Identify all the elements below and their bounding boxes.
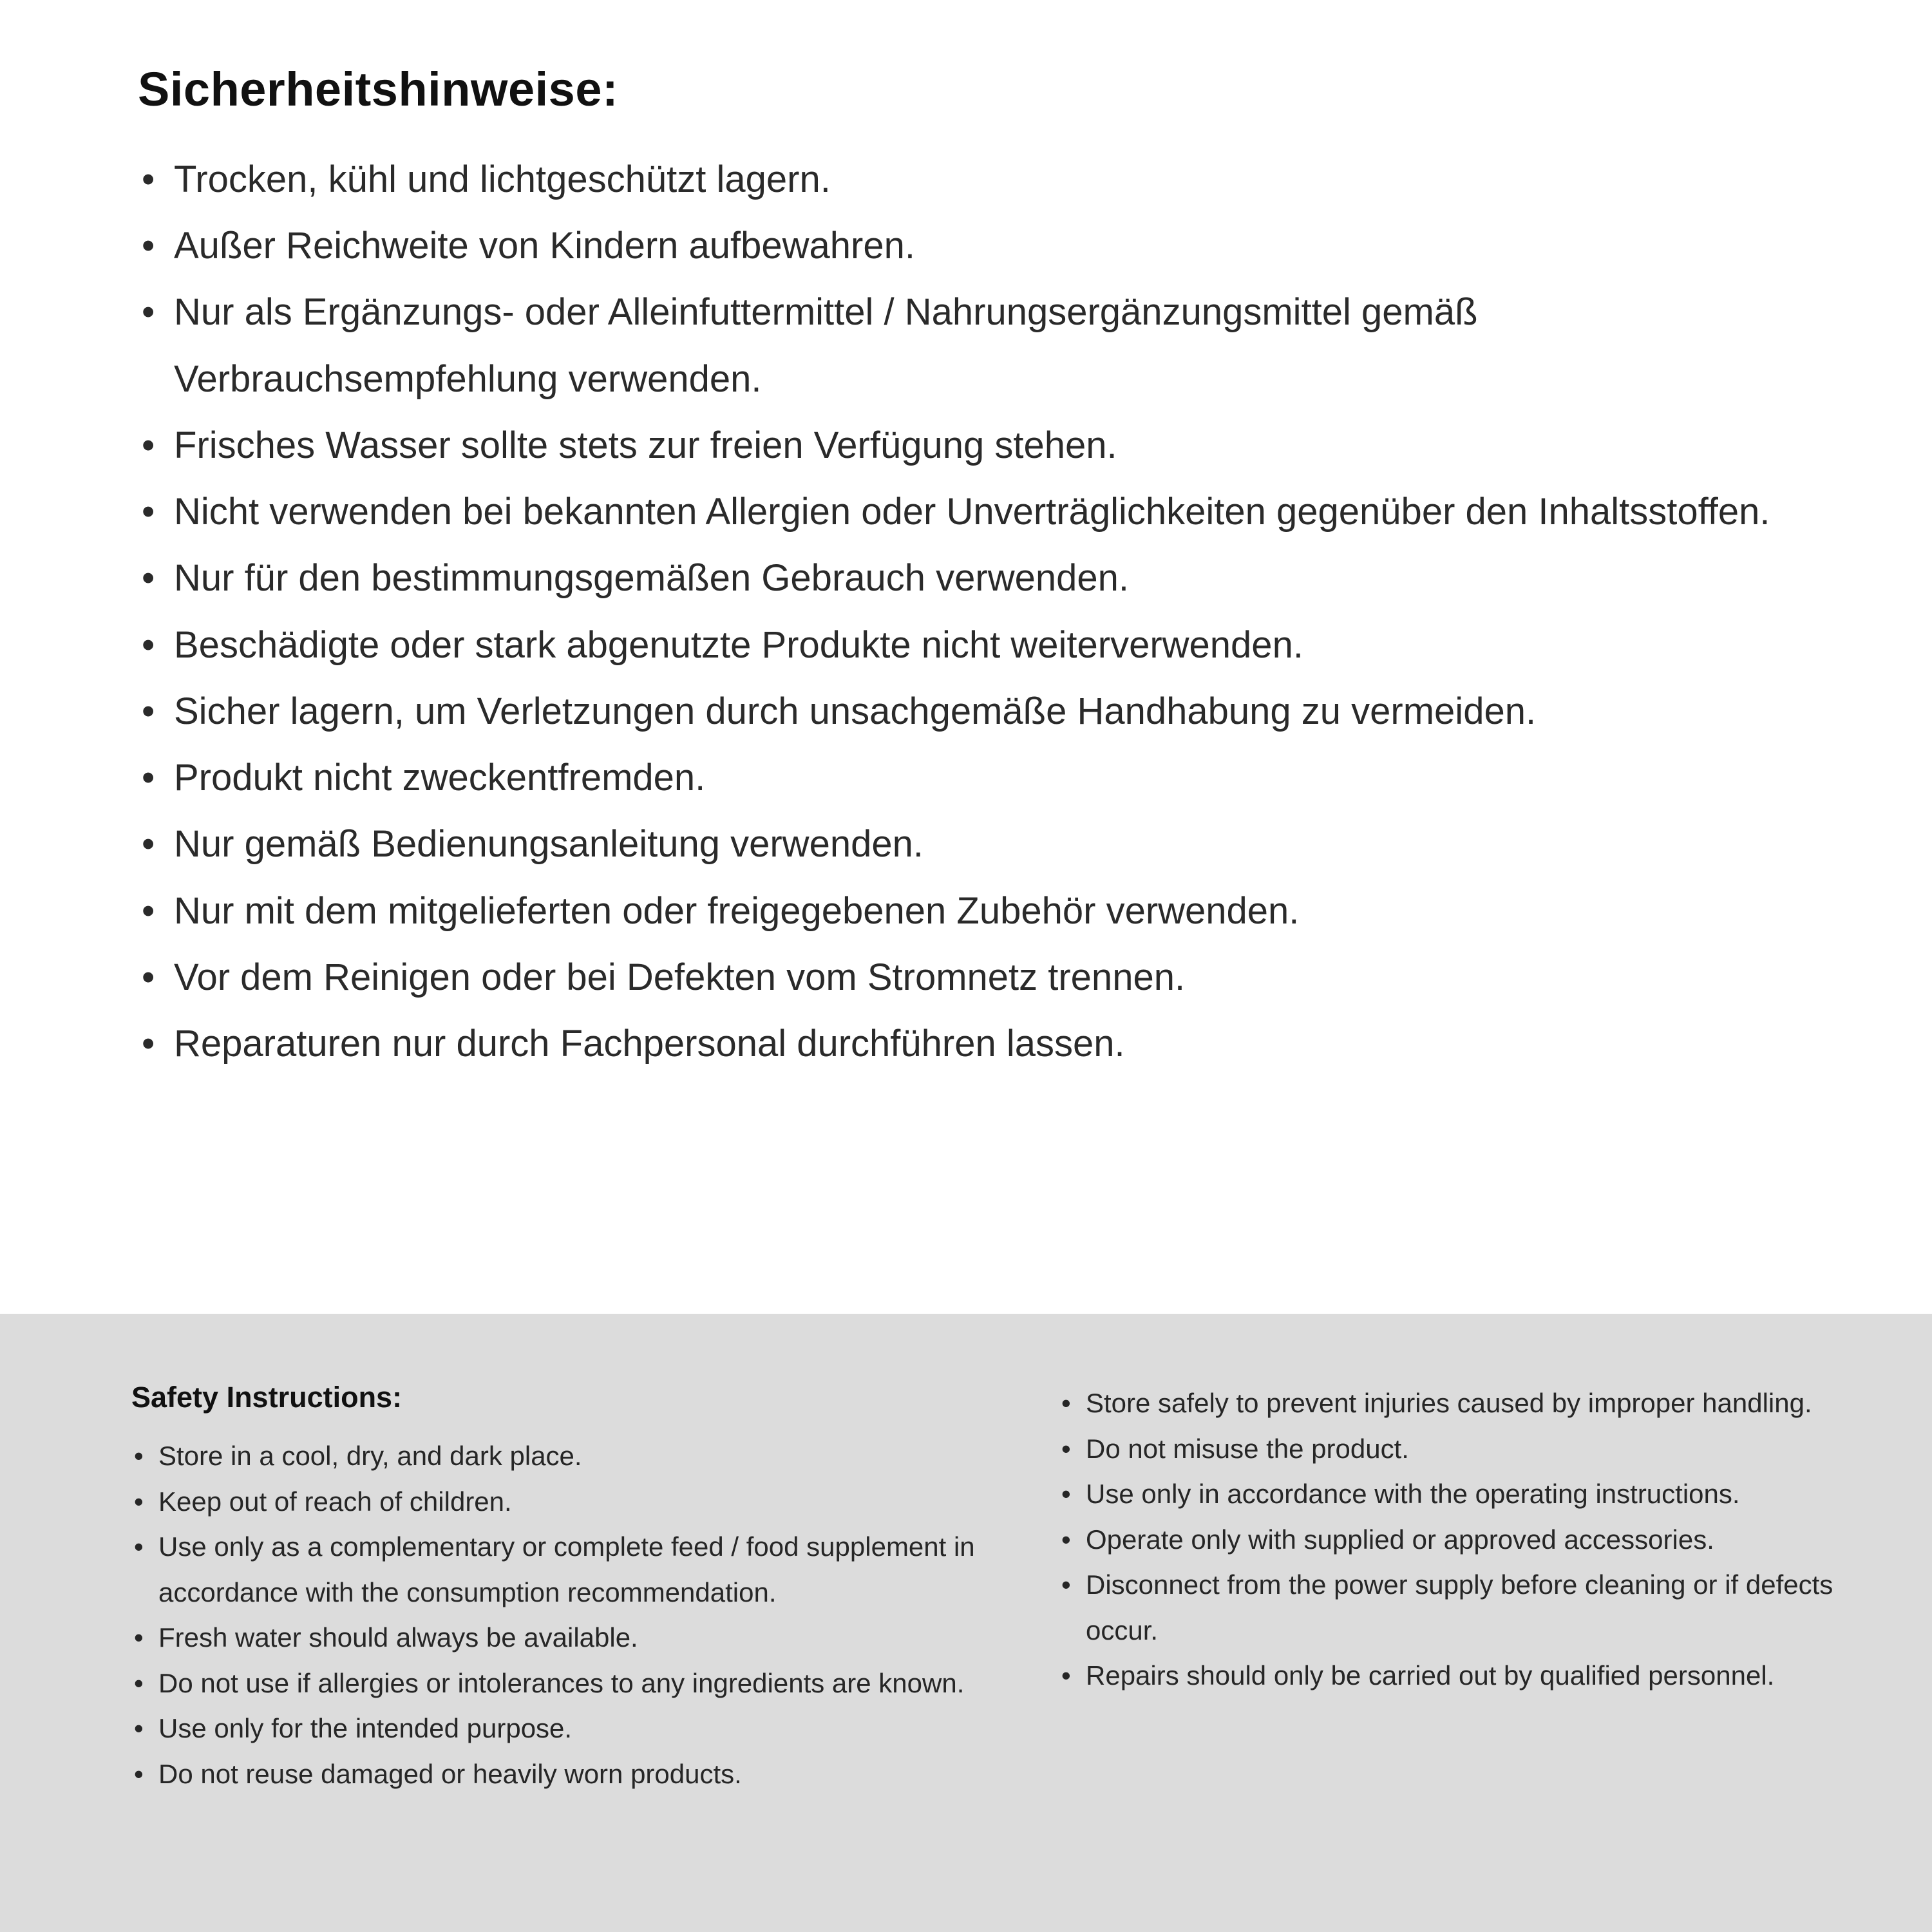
bullet-item: • Store safely to prevent injuries caused by improper handling. [1059, 1381, 1842, 1426]
bullet-item: • Beschädigte oder stark abgenutzte Produkte nicht weiterverwenden. [138, 612, 1816, 678]
bullet-item: • Fresh water should always be available. [131, 1615, 981, 1661]
english-left-column [131, 1381, 981, 1797]
english-columns [131, 1381, 1842, 1797]
bullet-item: • Use only as a complementary or complete feed / food supplement in accordance with the consumption recommendation. [131, 1524, 981, 1615]
bullet-item: • Trocken, kühl und lichtgeschützt lagern. [138, 146, 1816, 213]
english-right-column [1059, 1381, 1842, 1699]
bullet-item: • Außer Reichweite von Kindern aufbewahren. [138, 213, 1816, 279]
bullet-item: • Do not reuse damaged or heavily worn products. [131, 1752, 981, 1797]
bullet-item: • Keep out of reach of children. [131, 1479, 981, 1525]
bullet-item: • Store in a cool, dry, and dark place. [131, 1434, 981, 1479]
bullet-item: • Reparaturen nur durch Fachpersonal durchführen lassen. [138, 1010, 1816, 1077]
bullet-item: • Nicht verwenden bei bekannten Allergien oder Unverträglichkeiten gegenüber den Inhaltsstoffen. [138, 478, 1816, 545]
bullet-item: • Do not use if allergies or intolerances to any ingredients are known. [131, 1661, 981, 1707]
english-safety-section [0, 1314, 1932, 1932]
bullet-item: • Disconnect from the power supply before cleaning or if defects occur. [1059, 1562, 1842, 1653]
bullet-item: • Sicher lagern, um Verletzungen durch unsachgemäße Handhabung zu vermeiden. [138, 678, 1816, 744]
bullet-item: • Produkt nicht zweckentfremden. [138, 744, 1816, 811]
german-section-title: Sicherheitshinweise: [138, 62, 619, 116]
bullet-item: • Nur für den bestimmungsgemäßen Gebrauch verwenden. [138, 545, 1816, 611]
bullet-item: • Use only in accordance with the operating instructions. [1059, 1472, 1842, 1517]
bullet-item: • Use only for the intended purpose. [131, 1706, 981, 1752]
bullet-item: • Nur mit dem mitgelieferten oder freigegebenen Zubehör verwenden. [138, 878, 1816, 944]
bullet-item: • Vor dem Reinigen oder bei Defekten vom Stromnetz trennen. [138, 944, 1816, 1010]
german-safety-list [138, 146, 1816, 1077]
english-safety-list-left [131, 1434, 981, 1797]
bullet-item: • Operate only with supplied or approved accessories. [1059, 1517, 1842, 1563]
english-section-title: Safety Instructions: [131, 1381, 402, 1414]
bullet-item: • Frisches Wasser sollte stets zur freien Verfügung stehen. [138, 412, 1816, 478]
bullet-item: • Nur gemäß Bedienungsanleitung verwenden. [138, 811, 1816, 877]
bullet-item: • Repairs should only be carried out by qualified personnel. [1059, 1653, 1842, 1699]
english-safety-list-right [1059, 1381, 1842, 1699]
bullet-item: • Do not misuse the product. [1059, 1426, 1842, 1472]
bullet-item: • Nur als Ergänzungs- oder Alleinfuttermittel / Nahrungsergänzungsmittel gemäß Verbrauchsempfehlung verwenden. [138, 279, 1816, 412]
